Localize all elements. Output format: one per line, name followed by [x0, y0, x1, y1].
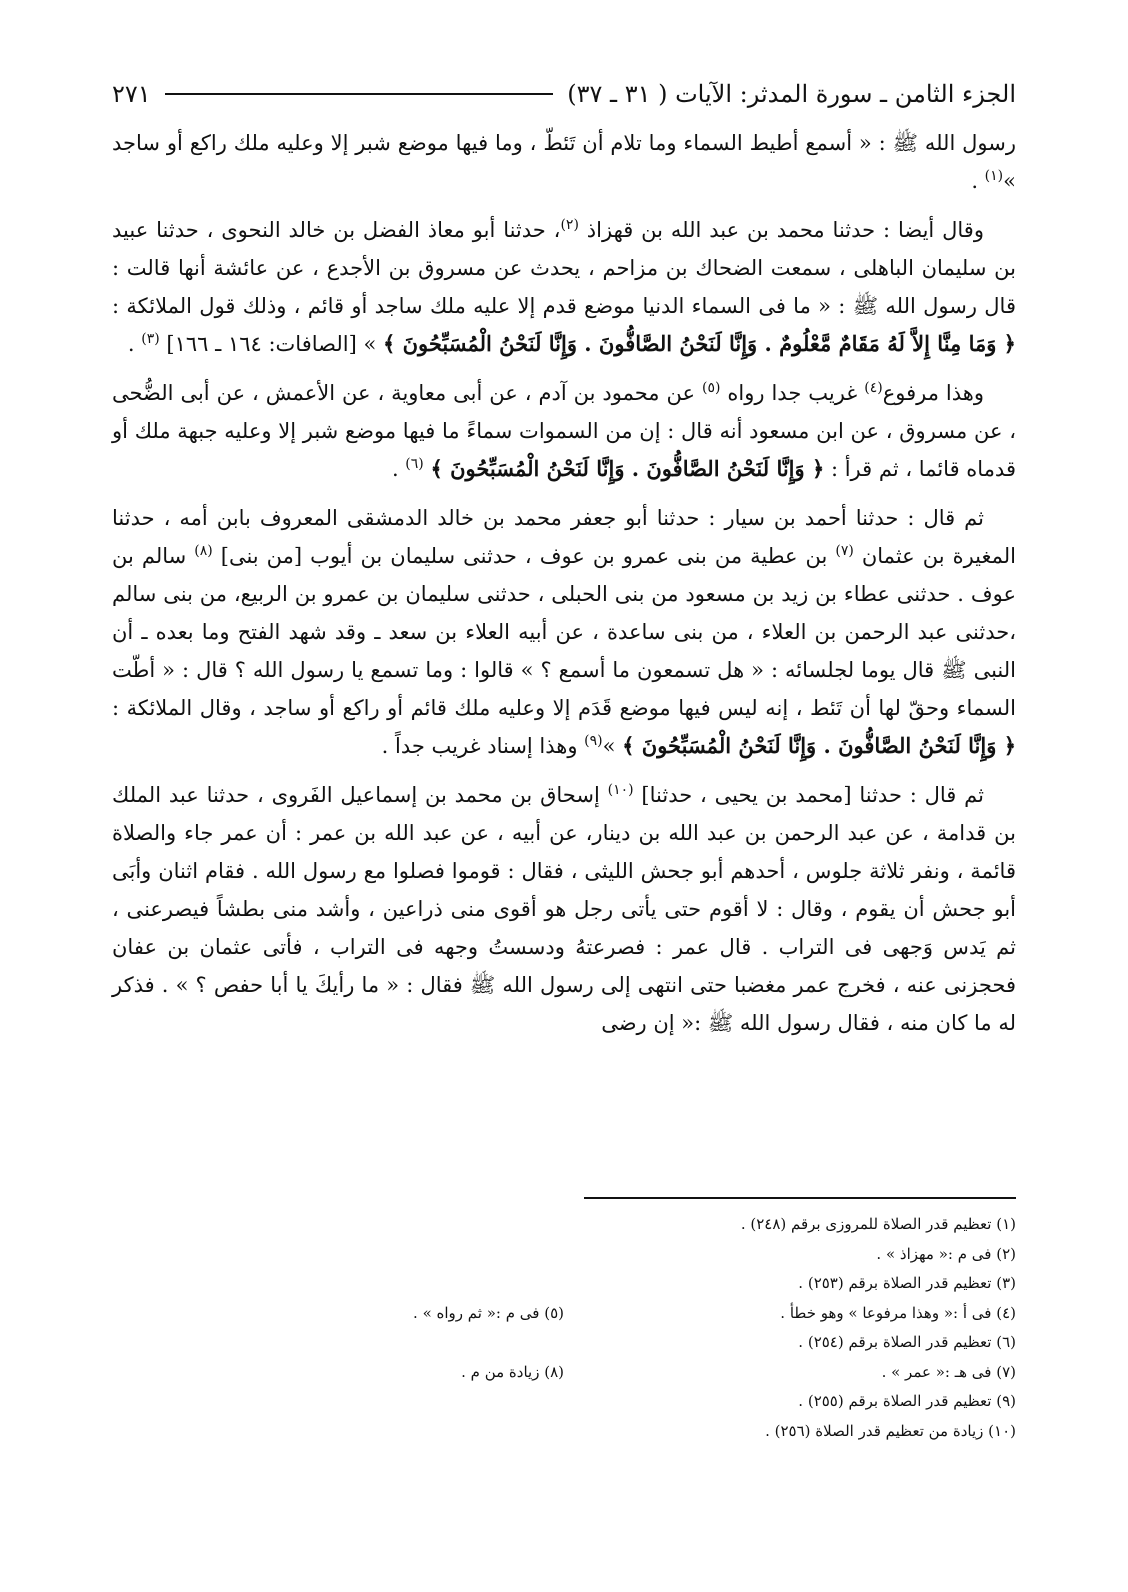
footnote-ref: (٥): [701, 380, 721, 396]
footnote: (١) تعظيم قدر الصلاة للمروزى برقم (٢٤٨) .: [740, 1215, 1016, 1233]
text-run: .: [127, 332, 142, 356]
text-run: »: [602, 734, 623, 758]
text-run: ثم قال : حدثنا [محمد بن يحيى ، حدثنا]: [633, 783, 984, 807]
quran-verse: ﴿ وَمَا مِنَّا إِلاَّ لَهُ مَقَامٌ مَّعْلُومٌ . وَإِنَّا لَنَحْنُ الصَّافُّونَ . وَإِنَّا لَنَحْنُ الْمُسَبِّحُونَ ﴾: [382, 331, 1016, 356]
body-text: [112, 124, 1016, 1053]
text-run: وهذا مرفوع: [882, 381, 984, 405]
footnote: (٢) فى م :« مهزاذ » .: [876, 1244, 1016, 1263]
footnote: (٣) تعظيم قدر الصلاة برقم (٢٥٣) .: [798, 1274, 1016, 1292]
text-run: .: [971, 169, 985, 193]
text-run: وهذا إسناد غريب جداً .: [381, 734, 585, 758]
paragraph: [112, 374, 1016, 488]
text-run: غريب جدا رواه: [720, 381, 865, 405]
text-run: عن محمود بن آدم ، عن أبى معاوية ، عن الأعمش ، عن أبى الضُّحى ، عن مسروق ، عن ابن مسعود أنه قال : إن من السموات سماءً ما فيها موضع شبر إلا وعليه جبهة ملك أو قدماه قائما ، ثم قرأ :: [112, 381, 1016, 481]
paragraph: [112, 776, 1016, 1042]
paragraph: [112, 211, 1016, 363]
footnote-ref: (٣): [141, 331, 160, 347]
footnote: (٤) فى أ :« وهذا مرفوعا » وهو خطأ .: [780, 1303, 1016, 1322]
footnote-row: [112, 1299, 1016, 1329]
paragraph: [112, 124, 1016, 200]
chapter-title: الجزء الثامن ـ سورة المدثر: الآيات ( ٣١ ـ ٣٧): [567, 80, 1016, 108]
footnote: (٨) زيادة من م .: [461, 1362, 564, 1381]
footnote: (٧) فى هـ :« عمر » .: [881, 1362, 1016, 1381]
footnote: (٩) تعظيم قدر الصلاة برقم (٢٥٥) .: [798, 1392, 1016, 1410]
text-run: .: [391, 457, 406, 481]
page-number: ٢٧١: [112, 80, 151, 108]
text-run: » [الصافات: ١٦٤ ـ ١٦٦]: [159, 332, 383, 356]
footnote-ref: (٨): [194, 543, 213, 559]
footnote: (١٠) زيادة من تعظيم قدر الصلاة (٢٥٦) .: [765, 1421, 1016, 1440]
footnotes: [112, 1210, 1016, 1446]
text-run: ، حدثنا أبو معاذ الفضل بن خالد النحوى ، حدثنا عبيد بن سليمان الباهلى ، سمعت الضحاك بن مزاحم ، يحدث عن مسروق بن الأجدع ، عن عائشة أنها قالت : قال رسول الله ﷺ : « ما فى السماء الدنيا موضع قدم إلا عليه ملك ساجد أو قائم ، وذلك قول الملائكة :: [112, 218, 1016, 318]
footnote-ref: (٧): [835, 543, 854, 559]
text-run: وقال أيضا : حدثنا محمد بن عبد الله بن قهزاذ: [578, 218, 984, 242]
footnote-ref: (٩): [584, 733, 603, 749]
quran-verse: ﴿ وَإِنَّا لَنَحْنُ الصَّافُّونَ . وَإِنَّا لَنَحْنُ الْمُسَبِّحُونَ ﴾: [622, 733, 1016, 758]
quran-verse: ﴿ وَإِنَّا لَنَحْنُ الصَّافُّونَ . وَإِنَّا لَنَحْنُ الْمُسَبِّحُونَ ﴾: [430, 456, 825, 481]
footnote-ref: (١): [984, 168, 1004, 184]
footnote-ref: (٦): [405, 456, 424, 472]
text-run: سالم بن عوف . حدثنى عطاء بن زيد بن مسعود من بنى الحبلى ، حدثنى سليمان بن عمرو بن الربيع، من بنى سالم ،حدثنى عبد الرحمن بن العلاء ، من بنى ساعدة ، عن أبيه العلاء بن سعد ـ وقد شهد الفتح وما بعده ـ أن النبى ﷺ قال يوما لجلسائه : « هل تسمعون ما أسمع ؟ » قالوا : وما تسمع يا رسول الله ؟ قال : « أطّت السماء وحقّ لها أن تَئط ، إنه ليس فيها موضع قَدَم إلا وعليه ملك قائم أو راكع أو ساجد ، وقال الملائكة :: [112, 544, 1016, 720]
header-rule: [165, 93, 554, 95]
footnote-ref: (٢): [560, 217, 579, 233]
footnote: (٥) فى م :« ثم رواه » .: [413, 1303, 564, 1322]
text-run: بن عطية من بنى عمرو بن عوف ، حدثنى سليمان بن أيوب [من بنى]: [212, 544, 836, 568]
footnote-ref: (٤): [864, 380, 883, 396]
footnote-row: [112, 1358, 1016, 1388]
footnote-separator: [584, 1197, 1016, 1199]
footnote: (٦) تعظيم قدر الصلاة برقم (٢٥٤) .: [798, 1333, 1016, 1351]
footnote-ref: (١٠): [607, 782, 634, 798]
text-run: رسول الله ﷺ : « أسمع أطيط السماء وما تلام أن تَئطّ ، وما فيها موضع شبر إلا وعليه ملك راكع أو ساجد »: [112, 131, 1016, 193]
paragraph: [112, 499, 1016, 765]
text-run: إسحاق بن محمد بن إسماعيل الفَروى ، حدثنا عبد الملك بن قدامة ، عن عبد الرحمن بن عبد الله بن دينار، عن أبيه ، عن عبد الله بن عمر : أن عمر جاء والصلاة قائمة ، ونفر ثلاثة جلوس ، أحدهم أبو جحش الليثى ، فقال : قوموا فصلوا مع رسول الله . فقام اثنان وأبَى أبو جحش أن يقوم ، وقال : لا أقوم حتى يأتى رجل هو أقوى منى ذراعين ، وأشد منى بطشاً فيصرعنى ، ثم يَدس وَجهى فى التراب . قال عمر : فصرعتهُ ودسستُ وجهه فى التراب ، فأتى عثمان بن عفان فحجزنى عنه ، فخرج عمر مغضبا حتى انتهى إلى رسول الله ﷺ فقال : « ما رأيكَ يا أبا حفص ؟ » . فذكر له ما كان منه ، فقال رسول الله ﷺ :« إن رضى: [112, 783, 1016, 1035]
running-header: [112, 74, 1016, 114]
text-run: ثم قال : حدثنا أحمد بن سيار : حدثنا أبو جعفر محمد بن خالد الدمشقى المعروف بابن أمه ، حدثنا المغيرة بن عثمان: [112, 506, 1016, 568]
